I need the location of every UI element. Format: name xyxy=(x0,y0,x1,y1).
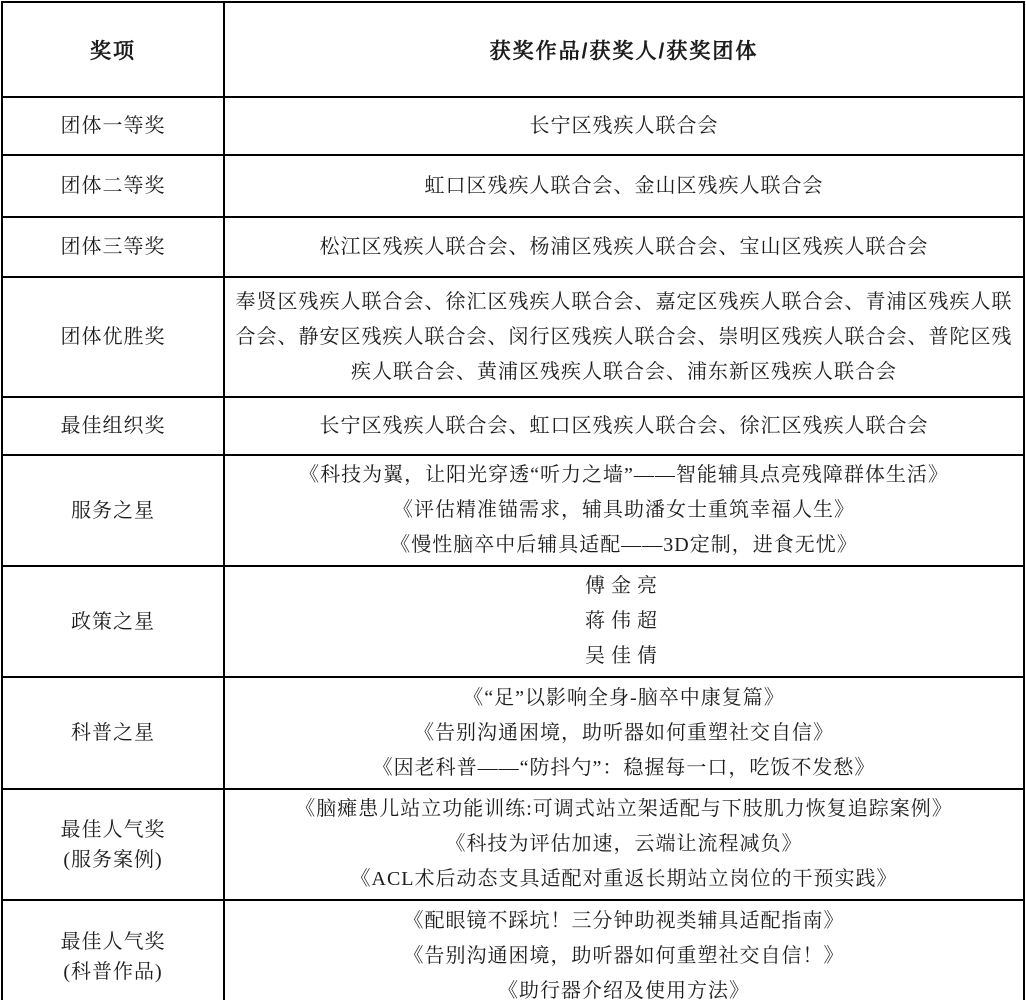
table-row xyxy=(2,217,1024,277)
award-label: 团体一等奖 xyxy=(60,115,166,137)
award-label: (服务案例) xyxy=(63,848,163,871)
winner-entry: 奉贤区残疾人联合会、徐汇区残疾人联合会、嘉定区残疾人联合会、青浦区残疾人联合会、静安区残疾人联合会、闵行区残疾人联合会、崇明区残疾人联合会、普陀区残疾人联合会、黄浦区残疾人联合会、浦东新区残疾人联合会 xyxy=(235,290,1013,383)
award-label: 团体优胜奖 xyxy=(60,326,166,348)
winners-cell xyxy=(224,566,1024,677)
award-cell xyxy=(2,789,224,900)
award-cell xyxy=(2,397,224,455)
table-row xyxy=(2,566,1024,677)
winner-entry: 《“足”以影响全身-脑卒中康复篇》 xyxy=(463,686,785,709)
award-cell xyxy=(2,155,224,217)
winner-entry: 《告别沟通困境，助听器如何重塑社交自信！》 xyxy=(403,945,845,967)
winner-entry: 《科技为评估加速，云端让流程减负》 xyxy=(445,833,803,855)
award-cell xyxy=(2,900,224,1000)
winner-entry: 《科技为翼，让阳光穿透“听力之墙”——智能辅具点亮残障群体生活》 xyxy=(299,464,949,486)
winners-cell xyxy=(224,455,1024,566)
winner-entry: 《因老科普——“防抖勺”：稳握每一口，吃饭不发愁》 xyxy=(372,756,876,779)
award-cell xyxy=(2,217,224,277)
table-row xyxy=(2,900,1024,1000)
table-row xyxy=(2,155,1024,217)
winners-cell xyxy=(224,677,1024,789)
award-label: 科普之星 xyxy=(71,722,155,744)
winner-entry: 长宁区残疾人联合会、虹口区残疾人联合会、徐汇区残疾人联合会 xyxy=(319,414,929,437)
winner-entry: 《ACL术后动态支具适配对重返长期站立岗位的干预实践》 xyxy=(350,868,898,890)
award-cell xyxy=(2,277,224,397)
award-label: 最佳人气奖 xyxy=(60,818,166,841)
winner-entry: 傅金亮 xyxy=(585,575,663,597)
award-cell xyxy=(2,677,224,789)
winners-cell xyxy=(224,217,1024,277)
winners-cell xyxy=(224,155,1024,217)
winner-entry: 《配眼镜不踩坑！三分钟助视类辅具适配指南》 xyxy=(403,910,845,932)
award-cell xyxy=(2,97,224,155)
winner-entry: 长宁区残疾人联合会 xyxy=(529,114,719,137)
winners-cell xyxy=(224,277,1024,397)
table-row xyxy=(2,397,1024,455)
award-label: (科普作品) xyxy=(63,960,163,983)
table-row xyxy=(2,789,1024,900)
table-body xyxy=(2,97,1024,1000)
winner-entry: 《评估精准锚需求，辅具助潘女士重筑幸福人生》 xyxy=(393,499,855,521)
table-row xyxy=(2,677,1024,789)
winner-entry: 《助行器介绍及使用方法》 xyxy=(498,980,750,1000)
table-row xyxy=(2,97,1024,155)
award-cell xyxy=(2,455,224,566)
award-label: 政策之星 xyxy=(71,610,155,633)
award-label: 团体三等奖 xyxy=(60,236,166,258)
winner-entry: 松江区残疾人联合会、杨浦区残疾人联合会、宝山区残疾人联合会 xyxy=(319,235,929,258)
winners-cell xyxy=(224,397,1024,455)
award-label: 最佳组织奖 xyxy=(60,415,166,437)
award-label: 最佳人气奖 xyxy=(60,930,166,953)
winner-entry: 《告别沟通困境，助听器如何重塑社交自信》 xyxy=(414,721,834,744)
award-label: 服务之星 xyxy=(71,499,155,522)
winner-entry: 吴佳倩 xyxy=(585,645,663,667)
table-row xyxy=(2,277,1024,397)
winner-entry: 虹口区残疾人联合会、金山区残疾人联合会 xyxy=(424,174,824,197)
winner-entry: 《脑瘫患儿站立功能训练:可调式站立架适配与下肢肌力恢复追踪案例》 xyxy=(295,798,953,820)
winner-entry: 蒋伟超 xyxy=(585,610,663,632)
column-header-winners: 获奖作品/获奖人/获奖团体 xyxy=(224,2,1024,97)
winners-cell xyxy=(224,789,1024,900)
awards-table xyxy=(1,1,1025,1000)
winners-cell xyxy=(224,900,1024,1000)
winners-cell xyxy=(224,97,1024,155)
table-row xyxy=(2,455,1024,566)
column-header-award: 奖项 xyxy=(2,2,224,97)
award-label: 团体二等奖 xyxy=(60,175,166,197)
winner-entry: 《慢性脑卒中后辅具适配——3D定制，进食无忧》 xyxy=(390,534,858,556)
table-header-row xyxy=(2,2,1024,97)
award-cell xyxy=(2,566,224,677)
